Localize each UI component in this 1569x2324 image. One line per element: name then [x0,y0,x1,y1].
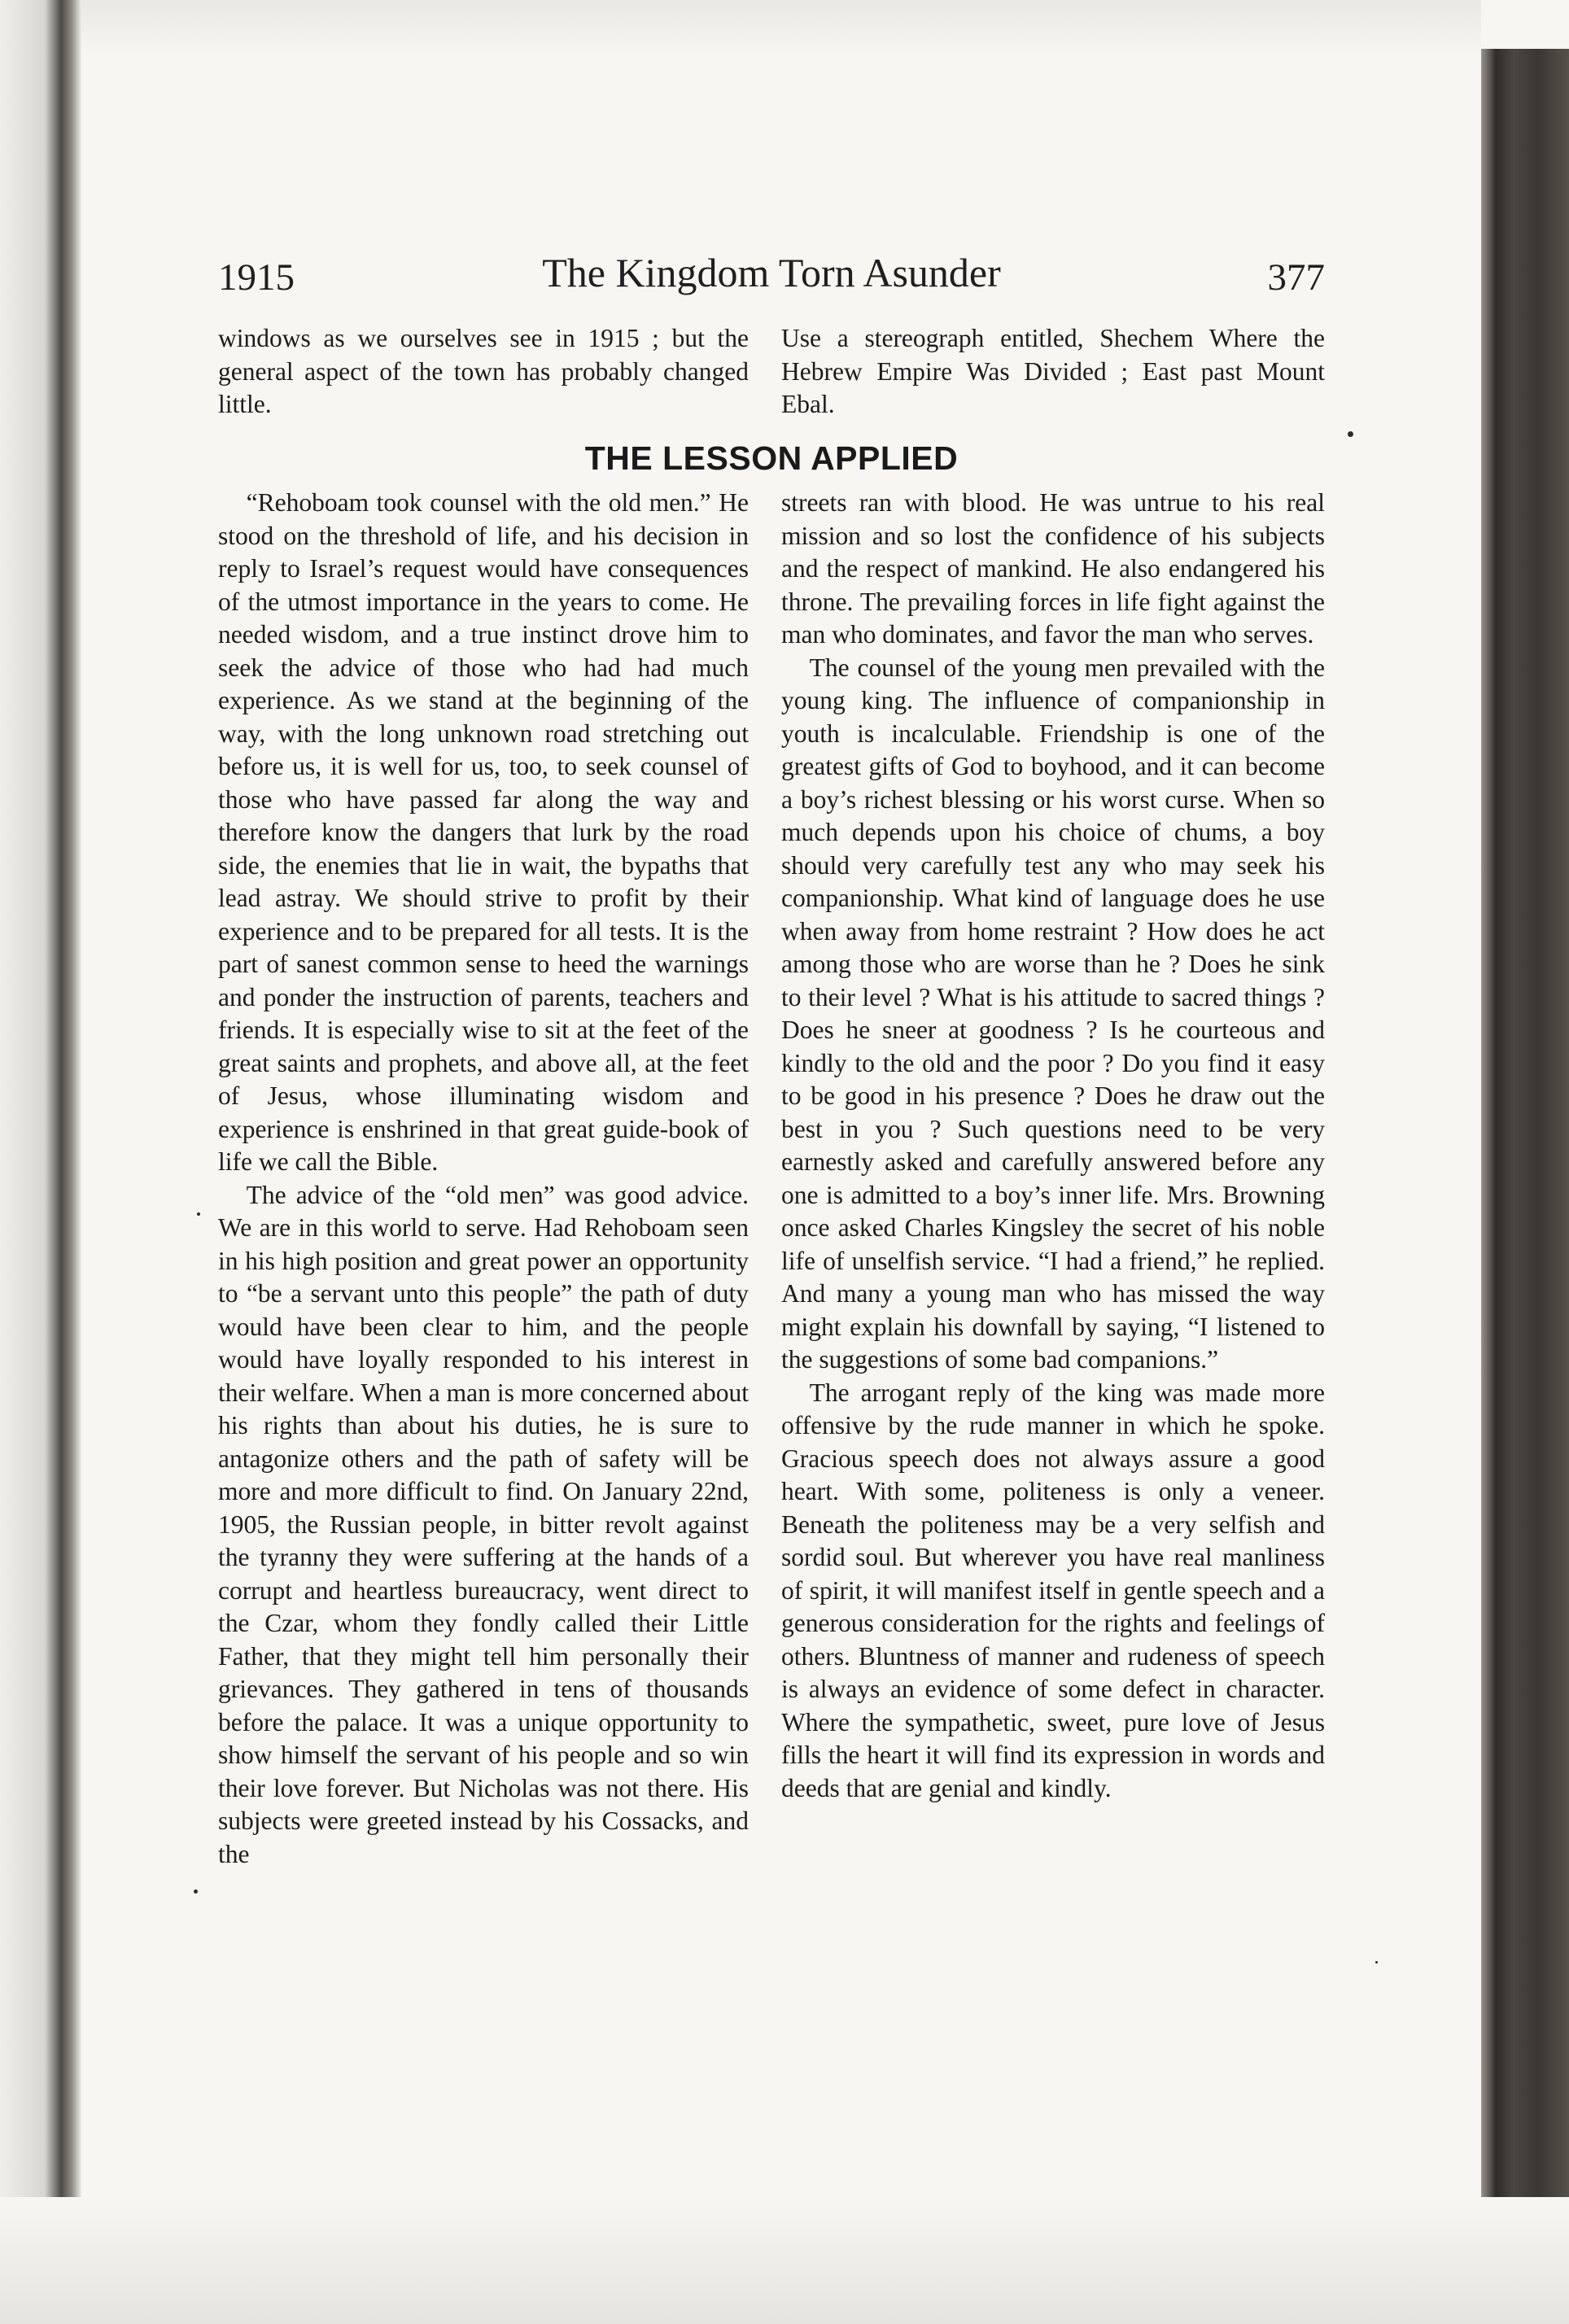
dust-speck [1375,1961,1378,1964]
right-column [781,487,1325,1805]
page-number: 377 [1267,256,1325,299]
running-head-title: The Kingdom Torn Asunder [542,250,1001,295]
paragraph-rehoboam-counsel: “Rehoboam took counsel with the old men.” He stood on the threshold of life, and his decision in reply to Israel’s request would have consequences of the utmost importance in the years to come. He needed wisdom, and a true instinct drove him to seek the advice of those who had had much experience. As we stand at the beginning of the way, with the long unknown road stretching out before us, it is well for us, too, to seek counsel of those who have passed far along the way and therefore know the dangers that lurk by the road side, the enemies that lie in wait, the bypaths that lead astray. We should strive to profit by their experience and to be prepared for all tests. It is the part of sanest common sense to heed the warnings and ponder the instruction of parents, teachers and friends. It is especially wise to sit at the feet of the great saints and prophets, and above all, at the feet of Jesus, whose illuminating wisdom and experience is enshrined in that great guide-book of life we call the Bible. [218,488,749,1176]
dust-speck [194,1889,198,1894]
top-left-paragraph: windows as we ourselves see in 1915 ; but the general aspect of the town has probably changed little. [218,324,749,418]
stereograph-note: Use a stereograph entitled, Shechem Where the Hebrew Empire Was Divided ; East past Mount Ebal. [781,324,1325,418]
paragraph-arrogant-reply: The arrogant reply of the king was made more offensive by the rude manner in which he spoke. Gracious speech does not always assure a good heart. With some, politeness is only a veneer. Beneath the politeness may be a very selfish and sordid soul. But wherever you have real manliness of spirit, it will manifest itself in gentle speech and a generous consideration for the rights and feelings of others. Bluntness of manner and rudeness of speech is always an evidence of some defect in character. Where the sympathetic, sweet, pure love of Jesus fills the heart it will find its expression in words and deeds that are genial and kindly. [781,1378,1325,1802]
section-heading: THE LESSON APPLIED [584,439,959,477]
top-left-text [218,322,749,422]
left-column [218,487,749,1871]
paragraph-young-men-counsel: The counsel of the young men prevailed with the young king. The influence of companionship in youth is incalculable. Friendship is one of the greatest gifts of God to boyhood, and it can become a boy’s richest blessing or his worst curse. When so much depends upon his choice of chums, a boy should very carefully test any who may seek his companionship. What kind of language does he use when away from home restraint ? How does he act among those who are worse than he ? Does he sink to their level ? What is his attitude to sacred things ? Does he sneer at goodness ? Is he courteous and kindly to the old and the poor ? Do you find it easy to be good in his presence ? Does he draw out the best in you ? Such questions need to be very earnestly asked and carefully answered before any one is admitted to a boy’s inner life. Mrs. Browning once asked Charles Kingsley the secret of his noble life of unselfish service. “I had a friend,” he replied. And many a young man who has missed the way might explain his downfall by saying, “I listened to the suggestions of some bad companions.” [781,653,1325,1374]
dust-speck [1348,431,1353,437]
running-head-year: 1915 [218,256,295,299]
paragraph-old-men-advice: The advice of the “old men” was good advice. We are in this world to serve. Had Rehoboam seen in his high position and great power an opportunity to “be a servant unto this people” the path of duty would have been clear to him, and the people would have loyally responded to his interest in their welfare. When a man is more concerned about his rights than about his duties, he is sure to antagonize others and the path of safety will be more and more difficult to find. On January 22nd, 1905, the Russian people, in bitter revolt against the tyranny they were suffering at the hands of a corrupt and heartless bureaucracy, went direct to the Czar, whom they fondly called their Little Father, that they might tell him personally their grievances. They gathered in tens of thousands before the palace. It was a unique opportunity to show himself the servant of his people and so win their love forever. But Nicholas was not there. His subjects were greeted instead by his Cossacks, and the [218,1180,749,1868]
page-edge-stack [1481,49,1569,2278]
running-head [218,249,1325,306]
dust-speck [197,1212,200,1216]
paragraph-continuation: streets ran with blood. He was untrue to his real mission and so lost the confidence of his subjects and the respect of mankind. He also endangered his throne. The prevailing forces in life fight against the man who dominates, and favor the man who serves. [781,488,1325,649]
book-spine-shadow [0,0,81,2324]
top-right-text [781,322,1325,422]
top-margin-shade [81,0,1481,57]
bottom-margin-shade [0,2197,1569,2324]
